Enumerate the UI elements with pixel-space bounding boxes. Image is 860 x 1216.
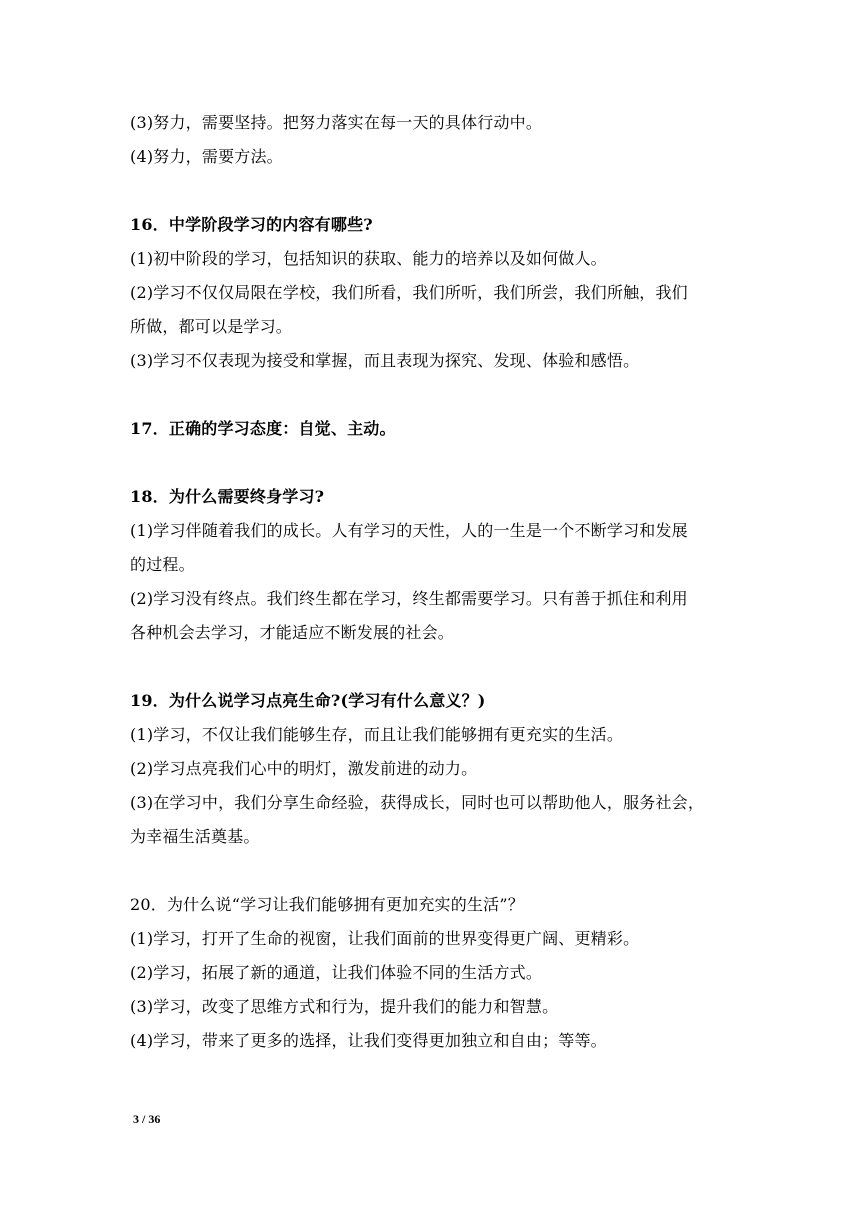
text-line: (4)努力，需要方法。 (130, 147, 283, 166)
text-line: (1)学习，不仅让我们能够生存，而且让我们能够拥有更充实的生活。 (130, 725, 624, 744)
text-line: (3)学习不仅表现为接受和掌握，而且表现为探究、发现、体验和感悟。 (130, 351, 640, 370)
text-line: 20．为什么说“学习让我们能够拥有更加充实的生活”？ (130, 895, 524, 914)
text-line: (4)学习，带来了更多的选择，让我们变得更加独立和自由；等等。 (130, 1031, 607, 1050)
paragraph-gap (130, 650, 734, 684)
text-line: 为幸福生活奠基。 (130, 827, 260, 846)
question-heading: 19．为什么说学习点亮生命?(学习有什么意义？) (130, 691, 486, 710)
paragraph-gap (130, 854, 734, 888)
paragraph-gap (130, 378, 734, 412)
text-line: (3)努力，需要坚持。把努力落实在每一天的具体行动中。 (130, 113, 543, 132)
text-line: (1)学习，打开了生命的视窗，让我们面前的世界变得更广阔、更精彩。 (130, 929, 640, 948)
text-line: (2)学习点亮我们心中的明灯，激发前进的动力。 (130, 759, 478, 778)
text-line: 的过程。 (130, 555, 195, 574)
page-number: 3 / 36 (133, 1112, 161, 1126)
text-line: (1)初中阶段的学习，包括知识的获取、能力的培养以及如何做人。 (130, 249, 607, 268)
text-line: (3)在学习中，我们分享生命经验，获得成长，同时也可以帮助他人，服务社会， (130, 793, 705, 812)
question-heading: 18．为什么需要终身学习? (130, 487, 325, 506)
text-line: (3)学习，改变了思维方式和行为，提升我们的能力和智慧。 (130, 997, 559, 1016)
paragraph-gap (130, 174, 734, 208)
text-line: (1)学习伴随着我们的成长。人有学习的天性，人的一生是一个不断学习和发展 (130, 521, 688, 540)
question-heading: 17．正确的学习态度：自觉、主动。 (130, 419, 396, 438)
text-line: 各种机会去学习，才能适应不断发展的社会。 (130, 623, 455, 642)
text-line: (2)学习不仅仅局限在学校，我们所看，我们所听，我们所尝，我们所触，我们 (130, 283, 688, 302)
text-line: (2)学习没有终点。我们终生都在学习，终生都需要学习。只有善于抓住和利用 (130, 589, 688, 608)
question-heading: 16．中学阶段学习的内容有哪些? (130, 215, 373, 234)
text-line: 所做，都可以是学习。 (130, 317, 293, 336)
document-body (130, 106, 734, 1058)
paragraph-gap (130, 446, 734, 480)
text-line: (2)学习，拓展了新的通道，让我们体验不同的生活方式。 (130, 963, 543, 982)
